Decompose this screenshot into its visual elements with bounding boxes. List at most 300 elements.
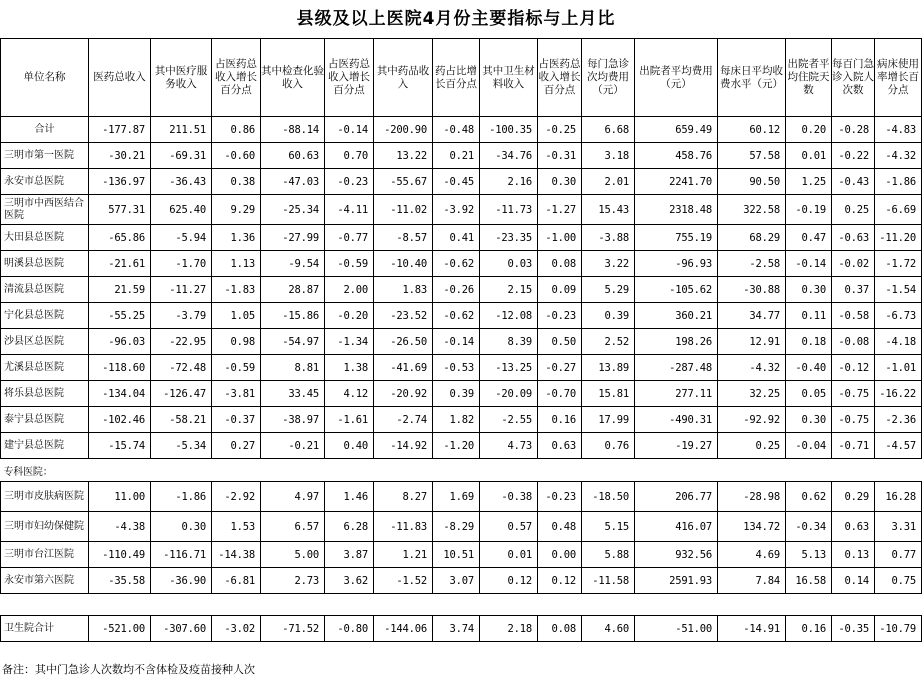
value-cell: -0.63 xyxy=(832,225,875,251)
unit-name-cell: 永安市第六医院 xyxy=(1,568,89,594)
value-cell: -34.76 xyxy=(480,143,538,169)
value-cell: -22.95 xyxy=(151,329,212,355)
value-cell: 1.13 xyxy=(212,251,261,277)
value-cell: -200.90 xyxy=(374,117,433,143)
value-cell: 3.22 xyxy=(582,251,635,277)
value-cell: 7.84 xyxy=(718,568,786,594)
value-cell: 17.99 xyxy=(582,407,635,433)
value-cell: 16.28 xyxy=(875,482,922,512)
value-cell: 28.87 xyxy=(261,277,325,303)
value-cell: 1.46 xyxy=(325,482,374,512)
value-cell: -1.34 xyxy=(325,329,374,355)
value-cell: 68.29 xyxy=(718,225,786,251)
column-header: 每门急诊次均费用（元） xyxy=(582,39,635,117)
value-cell: -10.40 xyxy=(374,251,433,277)
value-cell: -15.86 xyxy=(261,303,325,329)
value-cell: -11.73 xyxy=(480,195,538,225)
value-cell: -4.11 xyxy=(325,195,374,225)
value-cell: -36.90 xyxy=(151,568,212,594)
value-cell: -0.45 xyxy=(433,169,480,195)
value-cell: -1.00 xyxy=(538,225,582,251)
value-cell: -0.23 xyxy=(538,482,582,512)
value-cell: -72.48 xyxy=(151,355,212,381)
value-cell: -490.31 xyxy=(635,407,718,433)
value-cell: -58.21 xyxy=(151,407,212,433)
value-cell: -0.62 xyxy=(433,303,480,329)
value-cell: -3.81 xyxy=(212,381,261,407)
value-cell: 211.51 xyxy=(151,117,212,143)
value-cell: 5.29 xyxy=(582,277,635,303)
value-cell: 0.48 xyxy=(538,512,582,542)
table-row xyxy=(1,329,922,355)
value-cell: -144.06 xyxy=(374,616,433,642)
value-cell: -88.14 xyxy=(261,117,325,143)
value-cell: 0.11 xyxy=(786,303,832,329)
value-cell: 13.22 xyxy=(374,143,433,169)
value-cell: 3.74 xyxy=(433,616,480,642)
value-cell: 5.15 xyxy=(582,512,635,542)
value-cell: -3.02 xyxy=(212,616,261,642)
value-cell: 1.69 xyxy=(433,482,480,512)
value-cell: -134.04 xyxy=(89,381,151,407)
value-cell: -0.71 xyxy=(832,433,875,459)
value-cell: -2.36 xyxy=(875,407,922,433)
value-cell: -0.22 xyxy=(832,143,875,169)
value-cell: -0.04 xyxy=(786,433,832,459)
value-cell: 0.70 xyxy=(325,143,374,169)
value-cell: -96.03 xyxy=(89,329,151,355)
value-cell: 322.58 xyxy=(718,195,786,225)
value-cell: -13.25 xyxy=(480,355,538,381)
value-cell: -0.59 xyxy=(325,251,374,277)
value-cell: 0.01 xyxy=(786,143,832,169)
value-cell: -0.75 xyxy=(832,407,875,433)
column-header: 每百门急诊入院人次数 xyxy=(832,39,875,117)
value-cell: 3.62 xyxy=(325,568,374,594)
table-row xyxy=(1,542,922,568)
value-cell: -0.12 xyxy=(832,355,875,381)
value-cell: 15.81 xyxy=(582,381,635,407)
value-cell: -4.57 xyxy=(875,433,922,459)
value-cell: -0.34 xyxy=(786,512,832,542)
value-cell: 416.07 xyxy=(635,512,718,542)
table-row xyxy=(1,407,922,433)
value-cell: 3.07 xyxy=(433,568,480,594)
value-cell: 4.60 xyxy=(582,616,635,642)
value-cell: 0.63 xyxy=(538,433,582,459)
value-cell: -6.81 xyxy=(212,568,261,594)
value-cell: 2241.70 xyxy=(635,169,718,195)
value-cell: 0.20 xyxy=(786,117,832,143)
value-cell: 625.40 xyxy=(151,195,212,225)
value-cell: 0.41 xyxy=(433,225,480,251)
value-cell: 577.31 xyxy=(89,195,151,225)
value-cell: -0.53 xyxy=(433,355,480,381)
value-cell: -0.60 xyxy=(212,143,261,169)
value-cell: -0.35 xyxy=(832,616,875,642)
value-cell: 60.63 xyxy=(261,143,325,169)
value-cell: -8.57 xyxy=(374,225,433,251)
unit-name-cell: 沙县区总医院 xyxy=(1,329,89,355)
value-cell: 6.28 xyxy=(325,512,374,542)
value-cell: 755.19 xyxy=(635,225,718,251)
value-cell: 0.00 xyxy=(538,542,582,568)
value-cell: 34.77 xyxy=(718,303,786,329)
value-cell: 10.51 xyxy=(433,542,480,568)
value-cell: -96.93 xyxy=(635,251,718,277)
unit-name-cell: 三明市台江医院 xyxy=(1,542,89,568)
value-cell: 0.09 xyxy=(538,277,582,303)
value-cell: 8.39 xyxy=(480,329,538,355)
value-cell: -0.48 xyxy=(433,117,480,143)
value-cell: -521.00 xyxy=(89,616,151,642)
unit-name-cell: 永安市总医院 xyxy=(1,169,89,195)
unit-name-cell: 合计 xyxy=(1,117,89,143)
table-row xyxy=(1,251,922,277)
value-cell: 2.18 xyxy=(480,616,538,642)
value-cell: 206.77 xyxy=(635,482,718,512)
value-cell: -11.83 xyxy=(374,512,433,542)
value-cell: 0.30 xyxy=(786,407,832,433)
value-cell: 3.87 xyxy=(325,542,374,568)
unit-name-cell: 大田县总医院 xyxy=(1,225,89,251)
value-cell: 6.68 xyxy=(582,117,635,143)
column-header: 其中卫生材料收入 xyxy=(480,39,538,117)
value-cell: 9.29 xyxy=(212,195,261,225)
column-header: 占医药总收入增长百分点 xyxy=(212,39,261,117)
value-cell: -28.98 xyxy=(718,482,786,512)
value-cell: -9.54 xyxy=(261,251,325,277)
value-cell: 0.13 xyxy=(832,542,875,568)
unit-name-cell: 三明市妇幼保健院 xyxy=(1,512,89,542)
value-cell: 0.75 xyxy=(875,568,922,594)
value-cell: -11.58 xyxy=(582,568,635,594)
table-row xyxy=(1,169,922,195)
value-cell: 0.37 xyxy=(832,277,875,303)
footnote: 备注：其中门急诊人次数均不含体检及疫苗接种人次 xyxy=(2,663,255,676)
value-cell: 1.25 xyxy=(786,169,832,195)
value-cell: -3.88 xyxy=(582,225,635,251)
unit-name-cell: 将乐县总医院 xyxy=(1,381,89,407)
value-cell: -0.19 xyxy=(786,195,832,225)
value-cell: 0.18 xyxy=(786,329,832,355)
value-cell: 0.62 xyxy=(786,482,832,512)
table-row xyxy=(1,355,922,381)
column-header: 医药总收入 xyxy=(89,39,151,117)
value-cell: -0.23 xyxy=(538,303,582,329)
value-cell: -47.03 xyxy=(261,169,325,195)
value-cell: -1.83 xyxy=(212,277,261,303)
value-cell: 0.25 xyxy=(718,433,786,459)
value-cell: 6.57 xyxy=(261,512,325,542)
unit-name-cell: 三明市第一医院 xyxy=(1,143,89,169)
value-cell: -14.91 xyxy=(718,616,786,642)
value-cell: 1.53 xyxy=(212,512,261,542)
table-row xyxy=(1,195,922,225)
value-cell: 932.56 xyxy=(635,542,718,568)
value-cell: 0.25 xyxy=(832,195,875,225)
unit-name-cell: 宁化县总医院 xyxy=(1,303,89,329)
value-cell: -5.34 xyxy=(151,433,212,459)
spacer-row xyxy=(1,594,922,616)
value-cell: -0.43 xyxy=(832,169,875,195)
value-cell: -54.97 xyxy=(261,329,325,355)
value-cell: 0.47 xyxy=(786,225,832,251)
value-cell: 33.45 xyxy=(261,381,325,407)
table-row xyxy=(1,381,922,407)
column-header: 病床使用率增长百分点 xyxy=(875,39,922,117)
value-cell: 0.12 xyxy=(538,568,582,594)
value-cell: 0.21 xyxy=(433,143,480,169)
value-cell: -8.29 xyxy=(433,512,480,542)
value-cell: 8.27 xyxy=(374,482,433,512)
value-cell: -0.23 xyxy=(325,169,374,195)
value-cell: -20.92 xyxy=(374,381,433,407)
value-cell: -11.27 xyxy=(151,277,212,303)
value-cell: -23.52 xyxy=(374,303,433,329)
table-row xyxy=(1,482,922,512)
value-cell: -177.87 xyxy=(89,117,151,143)
value-cell: 60.12 xyxy=(718,117,786,143)
value-cell: 4.69 xyxy=(718,542,786,568)
value-cell: -2.55 xyxy=(480,407,538,433)
value-cell: -20.09 xyxy=(480,381,538,407)
value-cell: -0.14 xyxy=(433,329,480,355)
value-cell: 0.01 xyxy=(480,542,538,568)
value-cell: -0.75 xyxy=(832,381,875,407)
value-cell: -0.77 xyxy=(325,225,374,251)
value-cell: 5.00 xyxy=(261,542,325,568)
value-cell: 1.38 xyxy=(325,355,374,381)
value-cell: -0.08 xyxy=(832,329,875,355)
value-cell: -0.02 xyxy=(832,251,875,277)
value-cell: 0.03 xyxy=(480,251,538,277)
column-header: 其中药品收入 xyxy=(374,39,433,117)
value-cell: 8.81 xyxy=(261,355,325,381)
value-cell: -0.26 xyxy=(433,277,480,303)
value-cell: -15.74 xyxy=(89,433,151,459)
column-header: 占医药总收入增长百分点 xyxy=(538,39,582,117)
value-cell: -3.79 xyxy=(151,303,212,329)
value-cell: -0.80 xyxy=(325,616,374,642)
value-cell: 0.50 xyxy=(538,329,582,355)
value-cell: -30.21 xyxy=(89,143,151,169)
value-cell: -10.79 xyxy=(875,616,922,642)
value-cell: 11.00 xyxy=(89,482,151,512)
value-cell: 0.27 xyxy=(212,433,261,459)
value-cell: 277.11 xyxy=(635,381,718,407)
value-cell: -0.38 xyxy=(480,482,538,512)
unit-name-cell: 三明市皮肤病医院 xyxy=(1,482,89,512)
value-cell: 1.83 xyxy=(374,277,433,303)
value-cell: -0.59 xyxy=(212,355,261,381)
value-cell: 57.58 xyxy=(718,143,786,169)
value-cell: -6.69 xyxy=(875,195,922,225)
column-header: 药占比增长百分点 xyxy=(433,39,480,117)
value-cell: 1.36 xyxy=(212,225,261,251)
unit-name-cell: 泰宁县总医院 xyxy=(1,407,89,433)
column-header: 出院者平均费用（元） xyxy=(635,39,718,117)
value-cell: 0.08 xyxy=(538,616,582,642)
value-cell: 2.16 xyxy=(480,169,538,195)
value-cell: -2.74 xyxy=(374,407,433,433)
value-cell: 4.73 xyxy=(480,433,538,459)
table-row xyxy=(1,568,922,594)
value-cell: -36.43 xyxy=(151,169,212,195)
value-cell: 198.26 xyxy=(635,329,718,355)
table-row xyxy=(1,303,922,329)
value-cell: -25.34 xyxy=(261,195,325,225)
value-cell: -26.50 xyxy=(374,329,433,355)
value-cell: -55.25 xyxy=(89,303,151,329)
value-cell: -0.27 xyxy=(538,355,582,381)
value-cell: 1.82 xyxy=(433,407,480,433)
value-cell: 16.58 xyxy=(786,568,832,594)
value-cell: -30.88 xyxy=(718,277,786,303)
value-cell: 659.49 xyxy=(635,117,718,143)
value-cell: -71.52 xyxy=(261,616,325,642)
value-cell: -51.00 xyxy=(635,616,718,642)
value-cell: -0.31 xyxy=(538,143,582,169)
value-cell: 0.77 xyxy=(875,542,922,568)
value-cell: -27.99 xyxy=(261,225,325,251)
value-cell: 458.76 xyxy=(635,143,718,169)
value-cell: -102.46 xyxy=(89,407,151,433)
value-cell: -0.70 xyxy=(538,381,582,407)
value-cell: 0.16 xyxy=(538,407,582,433)
column-header: 占医药总收入增长百分点 xyxy=(325,39,374,117)
value-cell: -2.92 xyxy=(212,482,261,512)
page-title: 县级及以上医院4月份主要指标与上月比 xyxy=(296,9,616,29)
unit-name-cell: 建宁县总医院 xyxy=(1,433,89,459)
value-cell: -69.31 xyxy=(151,143,212,169)
value-cell: -18.50 xyxy=(582,482,635,512)
unit-name-cell: 三明市中西医结合医院 xyxy=(1,195,89,225)
value-cell: 32.25 xyxy=(718,381,786,407)
value-cell: -21.61 xyxy=(89,251,151,277)
value-cell: -38.97 xyxy=(261,407,325,433)
unit-name-cell: 卫生院合计 xyxy=(1,616,89,642)
value-cell: -0.37 xyxy=(212,407,261,433)
value-cell: -35.58 xyxy=(89,568,151,594)
value-cell: 13.89 xyxy=(582,355,635,381)
value-cell: 0.30 xyxy=(538,169,582,195)
value-cell: 0.16 xyxy=(786,616,832,642)
value-cell: -19.27 xyxy=(635,433,718,459)
value-cell: -3.92 xyxy=(433,195,480,225)
blank-cell xyxy=(1,594,922,616)
value-cell: 2318.48 xyxy=(635,195,718,225)
value-cell: 0.40 xyxy=(325,433,374,459)
value-cell: -92.92 xyxy=(718,407,786,433)
value-cell: 2.15 xyxy=(480,277,538,303)
value-cell: -136.97 xyxy=(89,169,151,195)
column-header: 每床日平均收费水平（元） xyxy=(718,39,786,117)
value-cell: -2.58 xyxy=(718,251,786,277)
indicator-table xyxy=(0,38,922,642)
table-row xyxy=(1,225,922,251)
value-cell: 0.63 xyxy=(832,512,875,542)
value-cell: 0.38 xyxy=(212,169,261,195)
table-row xyxy=(1,117,922,143)
value-cell: -14.92 xyxy=(374,433,433,459)
value-cell: -0.14 xyxy=(325,117,374,143)
value-cell: -0.28 xyxy=(832,117,875,143)
value-cell: -100.35 xyxy=(480,117,538,143)
value-cell: 15.43 xyxy=(582,195,635,225)
value-cell: 5.13 xyxy=(786,542,832,568)
value-cell: -1.72 xyxy=(875,251,922,277)
value-cell: -110.49 xyxy=(89,542,151,568)
value-cell: -116.71 xyxy=(151,542,212,568)
unit-name-cell: 尤溪县总医院 xyxy=(1,355,89,381)
value-cell: 0.57 xyxy=(480,512,538,542)
value-cell: -307.60 xyxy=(151,616,212,642)
column-header: 其中医疗服务收入 xyxy=(151,39,212,117)
table-row xyxy=(1,433,922,459)
value-cell: 0.86 xyxy=(212,117,261,143)
value-cell: -4.83 xyxy=(875,117,922,143)
value-cell: 0.08 xyxy=(538,251,582,277)
value-cell: 0.12 xyxy=(480,568,538,594)
value-cell: -11.02 xyxy=(374,195,433,225)
value-cell: -0.62 xyxy=(433,251,480,277)
value-cell: 0.30 xyxy=(151,512,212,542)
value-cell: -4.32 xyxy=(875,143,922,169)
value-cell: -1.54 xyxy=(875,277,922,303)
value-cell: -1.27 xyxy=(538,195,582,225)
value-cell: -1.61 xyxy=(325,407,374,433)
section-label: 专科医院： xyxy=(1,459,922,482)
value-cell: -0.25 xyxy=(538,117,582,143)
value-cell: -0.58 xyxy=(832,303,875,329)
value-cell: -41.69 xyxy=(374,355,433,381)
column-header: 单位名称 xyxy=(1,39,89,117)
value-cell: 0.05 xyxy=(786,381,832,407)
value-cell: 2591.93 xyxy=(635,568,718,594)
value-cell: 2.52 xyxy=(582,329,635,355)
column-header: 其中检查化验收入 xyxy=(261,39,325,117)
value-cell: -16.22 xyxy=(875,381,922,407)
value-cell: 0.39 xyxy=(433,381,480,407)
value-cell: -0.21 xyxy=(261,433,325,459)
value-cell: -1.86 xyxy=(151,482,212,512)
value-cell: -126.47 xyxy=(151,381,212,407)
value-cell: 3.31 xyxy=(875,512,922,542)
value-cell: 2.73 xyxy=(261,568,325,594)
value-cell: -1.20 xyxy=(433,433,480,459)
table-row xyxy=(1,143,922,169)
value-cell: 1.21 xyxy=(374,542,433,568)
value-cell: -0.40 xyxy=(786,355,832,381)
value-cell: 2.01 xyxy=(582,169,635,195)
value-cell: -65.86 xyxy=(89,225,151,251)
table-header-row xyxy=(1,39,922,117)
value-cell: -12.08 xyxy=(480,303,538,329)
value-cell: 1.05 xyxy=(212,303,261,329)
unit-name-cell: 清流县总医院 xyxy=(1,277,89,303)
value-cell: -4.32 xyxy=(718,355,786,381)
table-row xyxy=(1,616,922,642)
value-cell: 0.30 xyxy=(786,277,832,303)
value-cell: 12.91 xyxy=(718,329,786,355)
table-row xyxy=(1,277,922,303)
value-cell: 360.21 xyxy=(635,303,718,329)
value-cell: 0.14 xyxy=(832,568,875,594)
unit-name-cell: 明溪县总医院 xyxy=(1,251,89,277)
value-cell: 5.88 xyxy=(582,542,635,568)
value-cell: 2.00 xyxy=(325,277,374,303)
